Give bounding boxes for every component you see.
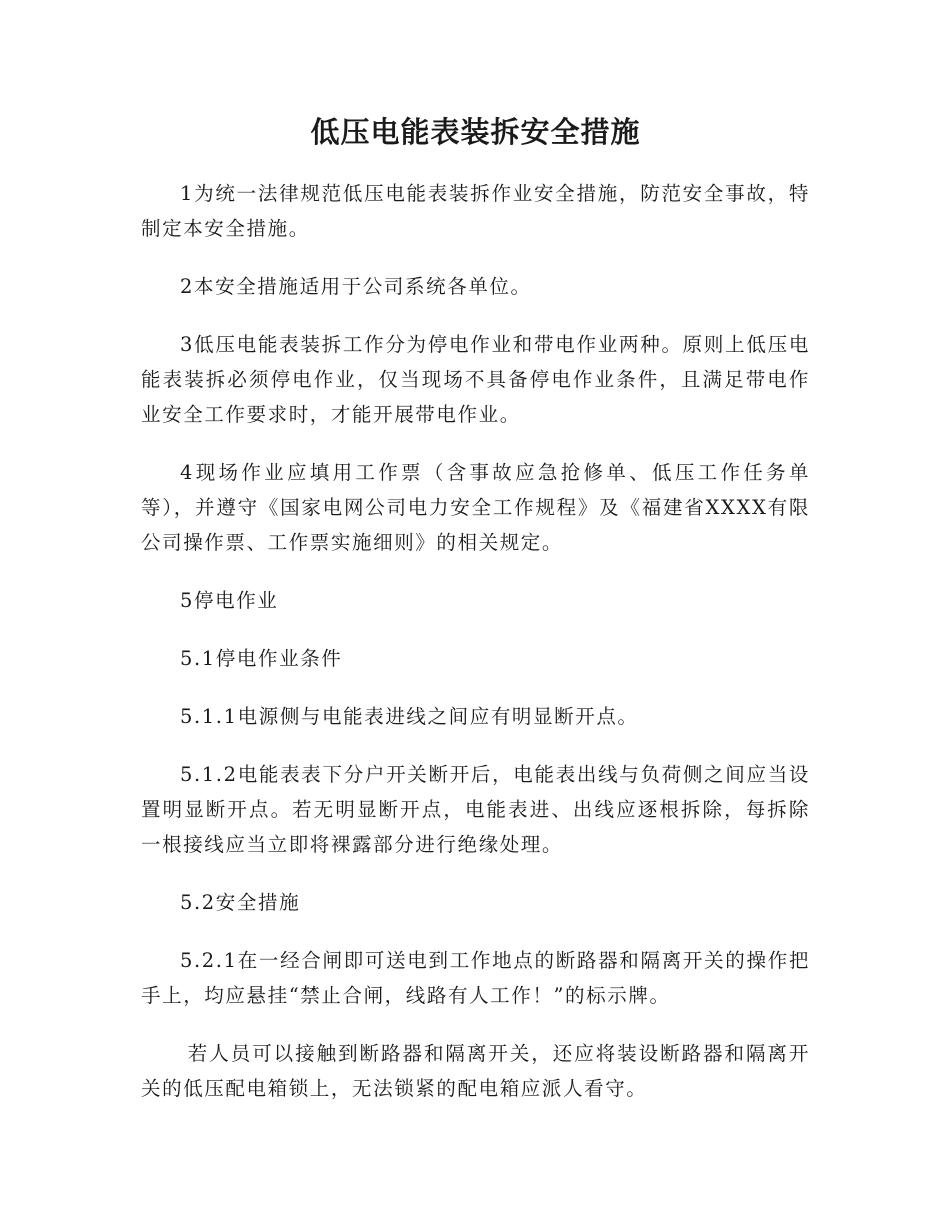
paragraph-4-work-ticket: 4现场作业应填用工作票（含事故应急抢修单、低压工作任务单等），并遵守《国家电网公司电力安全工作规程》及《福建省XXXX有限公司操作票、工作票实施细则》的相关规定。 bbox=[141, 461, 810, 554]
clause-5-1-2: 5.1.2电能表表下分户开关断开后，电能表出线与负荷侧之间应当设置明显断开点。若无明显断开点，电能表进、出线应逐根拆除，每拆除一根接线应当立即将裸露部分进行绝缘处理。 bbox=[141, 763, 810, 856]
clause-5-2-1-continued: 若人员可以接触到断路器和隔离开关，还应将装设断路器和隔离开关的低压配电箱锁上，无法锁紧的配电箱应派人看守。 bbox=[141, 1042, 810, 1100]
clause-5-1-1: 5.1.1电源侧与电能表进线之间应有明显断开点。 bbox=[180, 705, 639, 728]
document-title: 低压电能表装拆安全措施 bbox=[310, 115, 641, 149]
paragraph-2-scope: 2本安全措施适用于公司系统各单位。 bbox=[180, 275, 532, 298]
section-5-heading: 5停电作业 bbox=[180, 589, 279, 612]
paragraph-3-work-types: 3低压电能表装拆工作分为停电作业和带电作业两种。原则上低压电能表装拆必须停电作业，仅当现场不具备停电作业条件，且满足带电作业安全工作要求时，才能开展带电作业。 bbox=[141, 333, 810, 426]
clause-5-2-1: 5.2.1在一经合闸即可送电到工作地点的断路器和隔离开关的操作把手上，均应悬挂“禁止合闸，线路有人工作！”的标示牌。 bbox=[141, 949, 810, 1007]
section-5-2-heading: 5.2安全措施 bbox=[180, 891, 301, 914]
paragraph-1-purpose: 1为统一法律规范低压电能表装拆作业安全措施，防范安全事故，特制定本安全措施。 bbox=[141, 182, 810, 240]
section-5-1-heading: 5.1停电作业条件 bbox=[180, 647, 343, 670]
